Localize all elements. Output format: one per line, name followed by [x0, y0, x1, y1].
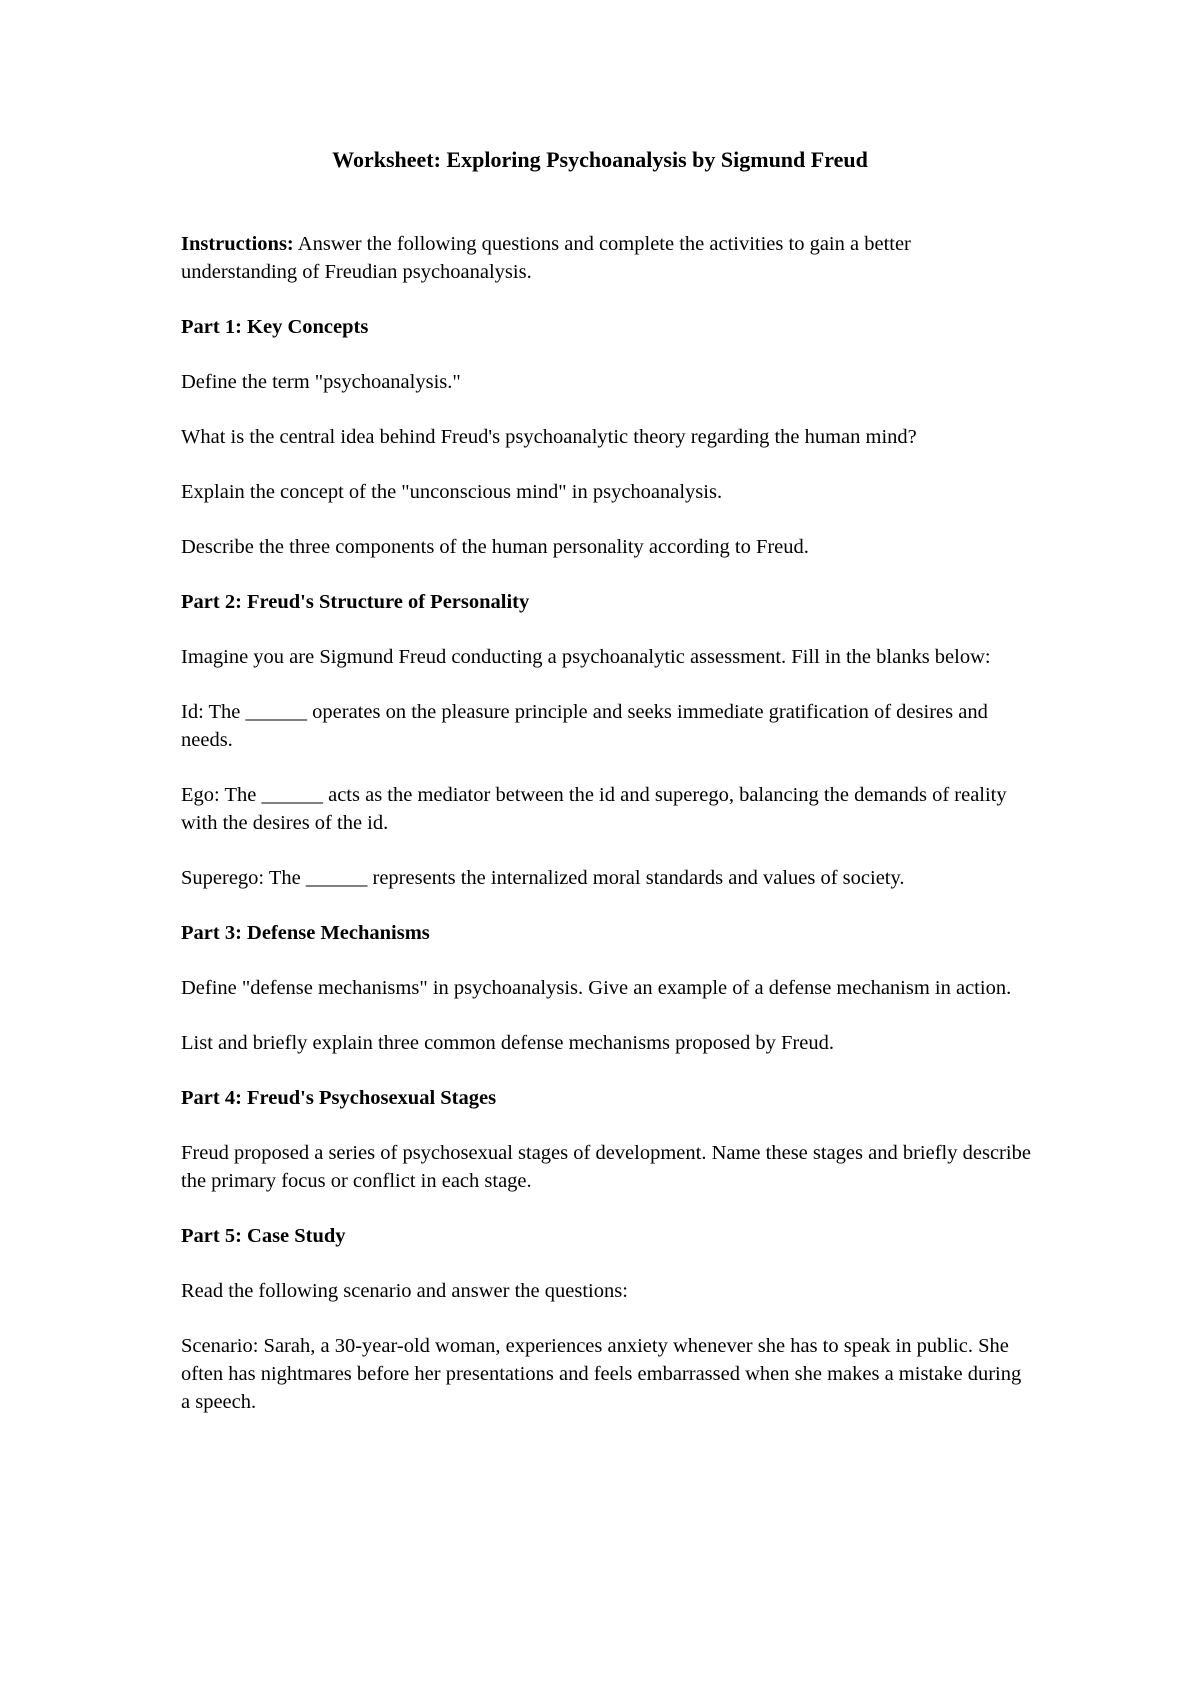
part1-question-3: Explain the concept of the "unconscious mind" in psychoanalysis. [181, 481, 723, 503]
part4-heading: Part 4: Freud's Psychosexual Stages [181, 1087, 497, 1109]
part3-question-2: List and briefly explain three common defense mechanisms proposed by Freud. [181, 1032, 834, 1054]
instructions-label: Instructions: [181, 233, 294, 255]
part1-question-1: Define the term "psychoanalysis." [181, 371, 461, 393]
worksheet-body [181, 230, 1031, 1443]
part3-question-1: Define "defense mechanisms" in psychoanalysis. Give an example of a defense mechanism in action. [181, 977, 1012, 999]
instructions-paragraph [181, 230, 1031, 286]
part1-question-4: Describe the three components of the human personality according to Freud. [181, 536, 809, 558]
part5-heading: Part 5: Case Study [181, 1225, 346, 1247]
instructions-text: Answer the following questions and complete the activities to gain a better understanding of Freudian psychoanalysis. [181, 233, 911, 283]
part2-heading: Part 2: Freud's Structure of Personality [181, 591, 530, 613]
part2-id-blank: Id: The ______ operates on the pleasure principle and seeks immediate gratification of desires and needs. [181, 701, 988, 751]
part1-heading: Part 1: Key Concepts [181, 316, 369, 338]
worksheet-title: Worksheet: Exploring Psychoanalysis by Sigmund Freud [332, 147, 868, 172]
part1-question-2: What is the central idea behind Freud's psychoanalytic theory regarding the human mind? [181, 426, 917, 448]
part2-superego-blank: Superego: The ______ represents the internalized moral standards and values of society. [181, 867, 905, 889]
part4-question-1: Freud proposed a series of psychosexual stages of development. Name these stages and briefly describe the primary focus or conflict in each stage. [181, 1142, 1031, 1192]
part5-intro: Read the following scenario and answer the questions: [181, 1280, 628, 1302]
part5-scenario: Scenario: Sarah, a 30-year-old woman, experiences anxiety whenever she has to speak in public. She often has nightmares before her presentations and feels embarrassed when she makes a mistake during a speech. [181, 1335, 1022, 1413]
part2-ego-blank: Ego: The ______ acts as the mediator between the id and superego, balancing the demands of reality with the desires of the id. [181, 784, 1007, 834]
part2-intro: Imagine you are Sigmund Freud conducting a psychoanalytic assessment. Fill in the blanks below: [181, 646, 991, 668]
part3-heading: Part 3: Defense Mechanisms [181, 922, 430, 944]
